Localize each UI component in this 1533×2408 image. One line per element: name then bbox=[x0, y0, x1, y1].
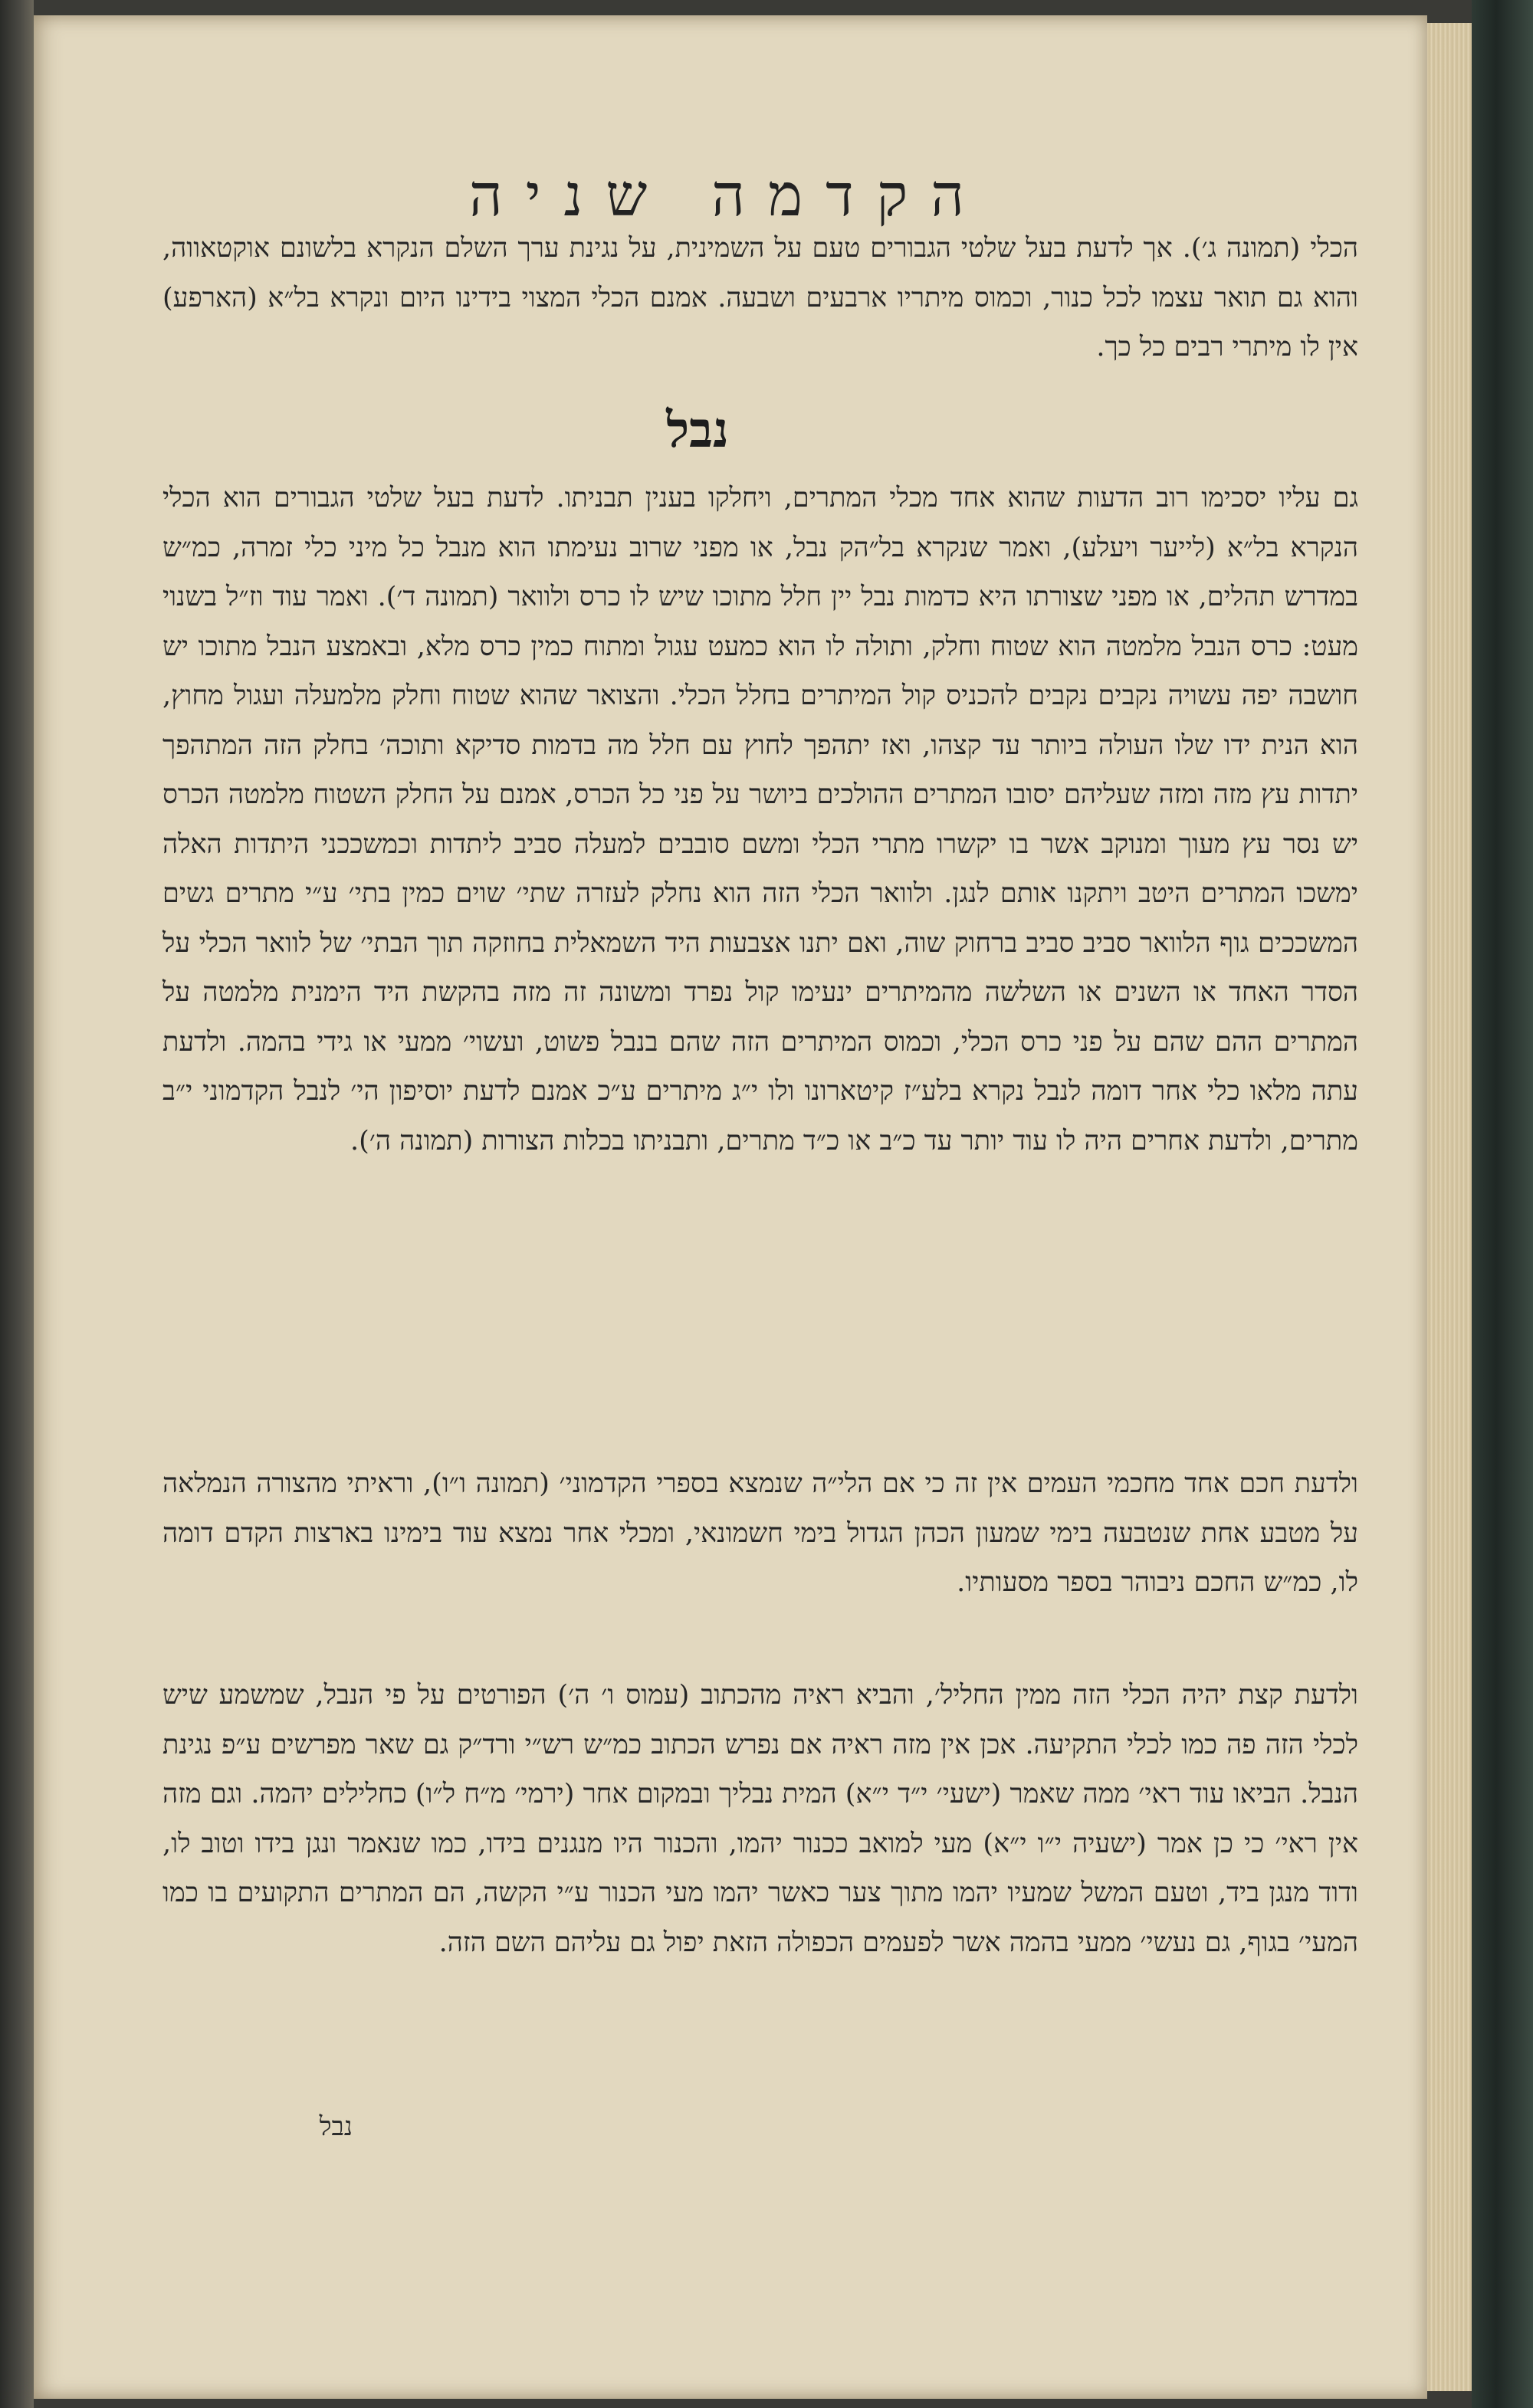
catchword: נבל bbox=[319, 2111, 353, 2142]
paragraph-text: הכלי (תמונה ג׳). אך לדעת בעל שלטי הגבורים טעם על השמינית, על נגינת ערך השלם הנקרא בלשונם אוקטאווה, והוא גם תואר עצמו לכל כנור, וכמוס מיתריו ארבעים ושבעה. אמנם הכלי המצוי בידינו היום ונקרא בל״א (הארפע) אין לו מיתרי רבים כל כך. bbox=[162, 233, 1358, 363]
page-edges bbox=[1427, 23, 1472, 2391]
paragraph-text: ולדעת קצת יהיה הכלי הזה ממין החליל׳, והביא ראיה מהכתוב (עמוס ו׳ ה׳) הפורטים על פי הנבל, שמשמע שיש לכלי הזה פה כמו לכלי התקיעה. אכן אין מזה ראיה אם נפרש הכתוב כמ״ש רש״י ורד״ק גם שאר מפרשים ע״פ נגינת הנבל. הביאו עוד ראי׳ ממה שאמר (ישעי׳ י״ד י״א) המית נבליך ובמקום אחר (ירמי׳ מ״ח ל״ו) כחלילים יהמה. וגם מזה אין ראי׳ כי כן אמר (ישעיה י״ו י״א) מעי למואב ככנור יהמו, והכנור היו מנגנים בידו, כמו שנאמר ונגן בידו וטוב לו, ודוד מנגן ביד, וטעם המשל שמעיו יהמו מתוך צער כאשר יהמו מעי הכנור ע״י הקשה, הם המתרים התקועים בו כמו המעי׳ בגוף, גם נעשי׳ ממעי בהמה אשר לפעמים הכפולה הזאת יפול גם עליהם השם הזה. bbox=[162, 1680, 1358, 1958]
section-heading-nevel: נבל bbox=[666, 402, 729, 459]
paragraph-text: גם עליו יסכימו רוב הדעות שהוא אחד מכלי המתרים, ויחלקו בענין תבניתו. לדעת בעל שלטי הגבורים הוא הכלי הנקרא בל״א (לייער ויעלע), ואמר שנקרא בל״הק נבל, או מפני שרוב נעימתו הוא מנבל כל מיני כלי זמרה, כמ״ש במדרש תהלים, או מפני שצורתו היא כדמות נבל יין חלל מתוכו שיש לו כרס ולוואר (תמונה ד׳). ואמר עוד וז״ל בשנוי מעט: כרס הנבל מלמטה הוא שטוח וחלק, ותולה לו הוא כמעט עגול ומתוח כמין כרס מלא, ובאמצע הנבל מתוכו יש חושבה יפה עשויה נקבים נקבים להכניס קול המיתרים בחלל הכלי. והצואר שהוא שטוח וחלק מלמעלה ועגול מחוץ, הוא הנית ידו שלו העולה ביותר עד קצהו, ואז יתהפך לחוץ עם חלל מה בדמות סדיקא ותוכה׳ בחלק הזה המתהפך יתדות עץ מזה ומזה שעליהם יסובו המתרים ההולכים ביושר על פני כל הכרס, אמנם על החלק השטוח מלמטה הכרס יש נסר עץ מעוך ומנוקב אשר בו יקשרו מתרי הכלי ומשם סובבים למעלה סביב ליתדות וכמשככני היתדות האלה ימשכו המתרים היטב ויתקנו אותם לנגן. ולוואר הכלי הזה הוא נחלק לעזרה שתי׳ שוים כמין בתי׳ ע״י מתרים גשים המשככים גוף הלוואר סביב סביב ברחוק שוה, ואם יתנו אצבעות היד השמאלית בחוזקה תוך הבתי׳ של לוואר הכלי על הסדר האחד או השנים או השלשה מהמיתרים ינעימו קול נפרד ומשונה זה מזה בהקשת היד הימנית מלמטה על המתרים ההם שהם על פני כרס הכלי, וכמוס המיתרים הזה שהם בנבל פשוט, ועשוי׳ ממעי או גידי בהמה. ולדעת עתה מלאו כלי אחר דומה לנבל נקרא בלע״ז קיטארונו ולו י״ג מיתרים ע״כ אמנם לדעת יוסיפון הי׳ לנבל הקדמוני י״ב מתרים, ולדעת אחרים היה לו עוד יותר עד כ״ב או כ״ד מתרים, ותבניתו בכלות הצורות (תמונה ה׳). bbox=[162, 483, 1359, 1156]
book-cover-right bbox=[1472, 0, 1533, 2408]
paragraph-intro-continuation bbox=[162, 224, 1358, 431]
paragraph-flute-opinion bbox=[162, 1671, 1358, 2100]
paragraph-nevel-description bbox=[162, 474, 1358, 1447]
paragraph-lyre-opinion bbox=[162, 1459, 1358, 1674]
book-spine-left bbox=[0, 0, 34, 2408]
page-title: הקדמה שניה bbox=[468, 161, 988, 229]
paragraph-text: ולדעת חכם אחד מחכמי העמים אין זה כי אם הלי״ה שנמצא בספרי הקדמוני׳ (תמונה ו״ו), וראיתי מהצורה הנמלאה על מטבע אחת שנטבעה בימי שמעון הכהן הגדול בימי חשמונאי, ומכלי אחר נמצא עוד בימינו בארצות הקדם דומה לו, כמ״ש החכם ניבוהר בספר מסעותיו. bbox=[162, 1468, 1358, 1598]
